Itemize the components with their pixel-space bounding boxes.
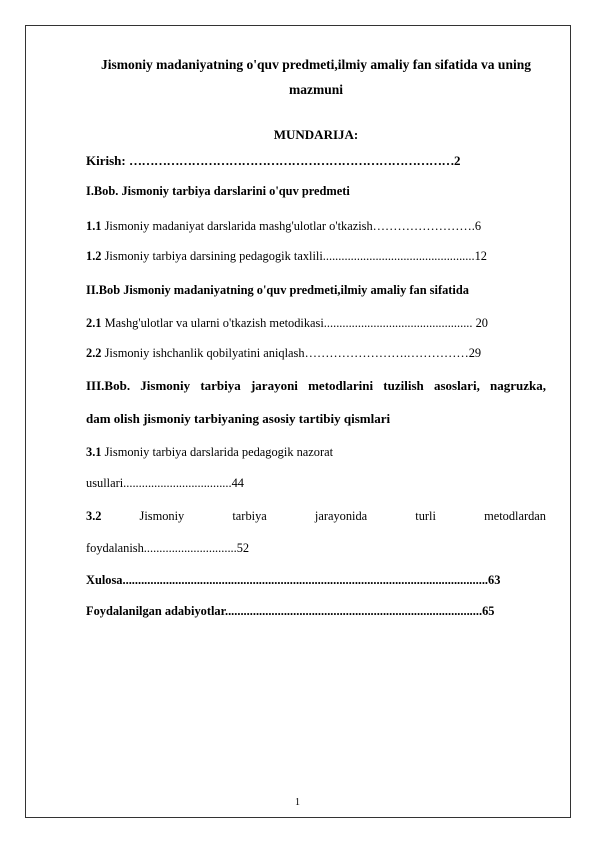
toc-chapter-2-title: Jismoniy madaniyatning o'quv predmeti,ilmiy amaliy fan sifatida [123, 283, 469, 297]
toc-item-3-2-text: Jismoniy tarbiya jarayonida turli metodlardan [139, 509, 546, 523]
toc-item-3-1 [86, 445, 333, 460]
toc-item-1-1-number: 1.1 [86, 219, 102, 233]
document-title-line-1: Jismoniy madaniyatning o'quv predmeti,ilmiy amaliy fan sifatida va uning [101, 57, 531, 72]
toc-item-3-2 [86, 509, 546, 524]
toc-item-2-1-text: Mashg'ulotlar va ularni o'tkazish metodikasi................................................ 20 [104, 316, 488, 330]
toc-chapter-2-label: II.Bob [86, 283, 121, 297]
toc-conclusion: Xulosa......................................................................................................................63 [86, 573, 501, 587]
document-title-line-2: mazmuni [289, 82, 343, 97]
toc-item-3-1-text: Jismoniy tarbiya darslarida pedagogik nazorat [104, 445, 334, 459]
toc-chapter-1-label: I.Bob. [86, 184, 119, 198]
toc-item-3-1-continuation: usullari...................................44 [86, 476, 244, 490]
toc-chapter-3-line-2: dam olish jismoniy tarbiyaning asosiy tartibiy qismlari [86, 411, 391, 426]
toc-item-1-1 [86, 219, 481, 234]
toc-chapter-1 [86, 184, 350, 199]
toc-item-2-1 [86, 316, 488, 331]
toc-item-2-2-text: Jismoniy ishchanlik qobilyatini aniqlash…………………….……………29 [104, 346, 482, 360]
toc-item-1-2-text: Jismoniy tarbiya darsining pedagogik taxlili.................................................12 [104, 249, 487, 263]
toc-chapter-3-line-1: III.Bob. Jismoniy tarbiya jarayoni metodlarini tuzilish asoslari, nagruzka, [86, 378, 546, 393]
contents-heading: MUNDARIJA: [273, 127, 359, 142]
toc-intro-dots: …………………………………………………………………… [128, 153, 454, 168]
page-number: 1 [295, 797, 300, 808]
toc-item-3-2-continuation: foydalanish..............................52 [86, 541, 250, 555]
toc-item-1-2-number: 1.2 [86, 249, 102, 263]
toc-references: Foydalanilgan adabiyotlar...................................................................................65 [86, 604, 495, 618]
toc-intro [86, 153, 546, 169]
toc-item-3-1-number: 3.1 [86, 445, 102, 459]
toc-item-1-2 [86, 249, 487, 264]
toc-chapter-2 [86, 283, 469, 298]
toc-item-1-1-text: Jismoniy madaniyat darslarida mashg'ulotlar o'tkazish…………………….6 [104, 219, 482, 233]
toc-item-2-2-number: 2.2 [86, 346, 102, 360]
toc-chapter-1-title: Jismoniy tarbiya darslarini o'quv predmeti [121, 184, 350, 198]
toc-item-2-2 [86, 346, 481, 361]
toc-item-3-2-number: 3.2 [86, 509, 102, 523]
toc-intro-page: 2 [453, 153, 461, 168]
toc-intro-label: Kirish: [86, 153, 126, 168]
toc-item-2-1-number: 2.1 [86, 316, 102, 330]
